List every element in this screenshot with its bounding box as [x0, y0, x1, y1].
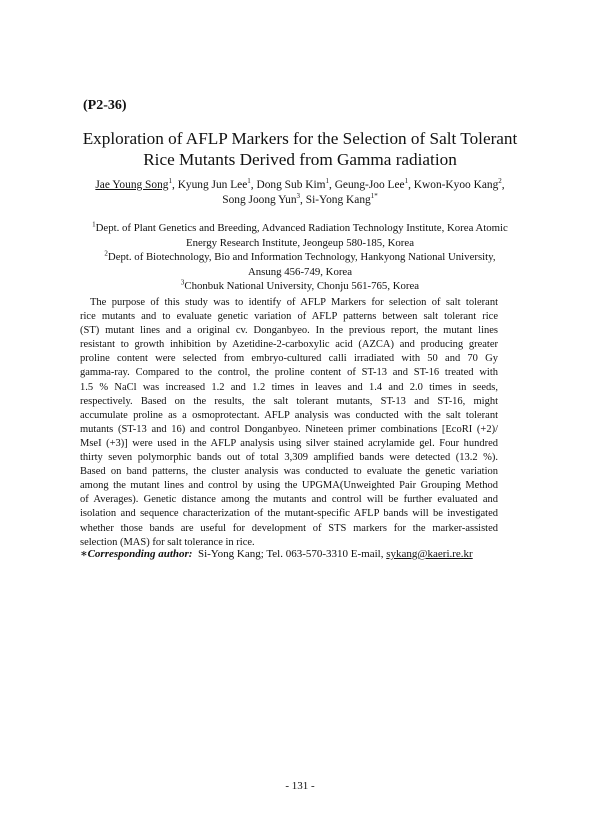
author-separator: ,	[501, 179, 505, 191]
author-name: Si-Yong Kang	[305, 194, 371, 206]
affiliation-mark: 2	[104, 249, 108, 258]
affiliation-mark: 2	[498, 177, 502, 186]
affiliation-text: Ansung 456-749, Korea	[247, 265, 353, 278]
abstract-line: accumulate proline as a osmoprotectant. AFLP analysis was conducted with the salt tolerant	[80, 409, 498, 421]
paper-code: (P2-36)	[83, 98, 127, 113]
affiliations	[60, 221, 540, 294]
abstract-line: proline content were selected from embryo-cultured calli irradiated with 50 and 70 Gy	[80, 353, 498, 365]
author-line	[60, 178, 540, 193]
abstract-line: Based on band patterns, the cluster analysis was conducted to evaluate the genetic variation	[80, 466, 498, 478]
author-name: Kyung Jun Lee	[177, 179, 248, 191]
corresponding-author	[80, 547, 473, 560]
author-separator: ,	[328, 179, 335, 191]
author-list	[60, 178, 540, 208]
abstract-line: among the mutant lines and control by using the UPGMA(Unweighted Pair Grouping Method	[80, 480, 498, 492]
abstract-line: The purpose of this study was to identify of AFLP Markers for selection of salt tolerant	[90, 297, 498, 308]
abstract-line: thirty seven polymorphic bands out of total 3,309 amplified bands were detected (13.2 %).	[80, 452, 498, 464]
page-number: - 131 -	[285, 780, 315, 792]
abstract-line: (ST) mutant lines and a original cv. Donganbyeo. In the previous report, the mutant lines	[80, 325, 498, 337]
author-separator: ,	[250, 179, 257, 191]
author-name: Song Joong Yun	[222, 194, 297, 206]
abstract-line: resistant to growth inhibition by Azetidine-2-carboxylic acid (AZCA) and producing greater	[80, 339, 498, 351]
affiliation-text: Dept. of Biotechnology, Bio and Information Technology, Hankyong National University,	[107, 251, 496, 264]
author-line	[60, 193, 540, 208]
affiliation-line	[60, 250, 540, 265]
title-line: Exploration of AFLP Markers for the Selection of Salt Tolerant	[82, 129, 518, 148]
affiliation-mark: 3	[296, 192, 301, 201]
affiliation-mark: 1	[168, 177, 172, 186]
affiliation-text: Energy Research Institute, Jeongeup 580-185, Korea	[186, 236, 414, 249]
abstract-line: of Averages). Genetic distance among the mutants and control will be further evaluated and	[80, 494, 498, 506]
author-name: Jae Young Song	[95, 179, 169, 191]
author-name: Dong Sub Kim	[256, 179, 326, 191]
abstract-line: 1.5 % NaCl was increased 1.2 and 1.2 times in leaves and 1.4 and 2.0 times in seeds,	[80, 381, 498, 393]
abstract-line: MseI (+3)] were used in the AFLP analysis using silver stained acrylamide gel. Four hundred	[80, 437, 498, 449]
abstract-line: respectively. Based on the results, the salt tolerant mutants, ST-13 and ST-16, might	[80, 395, 498, 407]
abstract-line: rice mutants and to evaluate genetic variation of AFLP patterns between salt tolerant rice	[80, 311, 498, 323]
author-name: Kwon-Kyoo Kang	[413, 179, 499, 191]
affiliation-mark: 1	[404, 177, 409, 186]
affiliation-line	[60, 279, 540, 294]
author-separator: ,	[300, 194, 306, 206]
corresponding-author-details: Si-Yong Kang; Tel. 063-570-3310 E-mail,	[192, 548, 387, 560]
email-link[interactable]: sykang@kaeri.re.kr	[386, 548, 473, 560]
affiliation-mark: 1	[325, 177, 329, 186]
affiliation-mark: 1*	[370, 192, 378, 201]
affiliation-line	[60, 265, 540, 280]
abstract-line: isolation and sequence characterization of the mutant-specific AFLP bands will be investigated	[80, 508, 498, 520]
author-separator: ,	[171, 179, 178, 191]
affiliation-mark: 1	[92, 220, 96, 229]
affiliation-mark: 1	[247, 177, 251, 186]
abstract-line: mutants (ST-13 and 16) and control Donganbyeo. Nineteen primer combinations [EcoRI (+2)/	[80, 423, 498, 435]
affiliation-text: Dept. of Plant Genetics and Breeding, Advanced Radiation Technology Institute, Korea Atomic	[95, 222, 508, 234]
corresponding-author-label: ∗Corresponding author:	[80, 548, 193, 560]
abstract	[80, 296, 498, 550]
affiliation-text: Chonbuk National University, Chonju 561-765, Korea	[184, 280, 420, 293]
affiliation-line	[60, 236, 540, 251]
affiliation-line	[60, 221, 540, 236]
abstract-line: gamma-ray. Compared to the control, the proline content of ST-13 and ST-16 treated with	[80, 367, 498, 379]
title-line: Rice Mutants Derived from Gamma radiation	[143, 150, 457, 169]
abstract-line: selection (MAS) for salt tolerance in rice.	[80, 536, 255, 548]
author-name: Geung-Joo Lee	[334, 179, 405, 191]
author-separator: ,	[408, 179, 414, 191]
affiliation-mark: 3	[180, 278, 185, 287]
abstract-line: whether those bands are useful for development of STS markers for the marker-assisted	[80, 522, 498, 534]
paper-title	[60, 128, 540, 170]
